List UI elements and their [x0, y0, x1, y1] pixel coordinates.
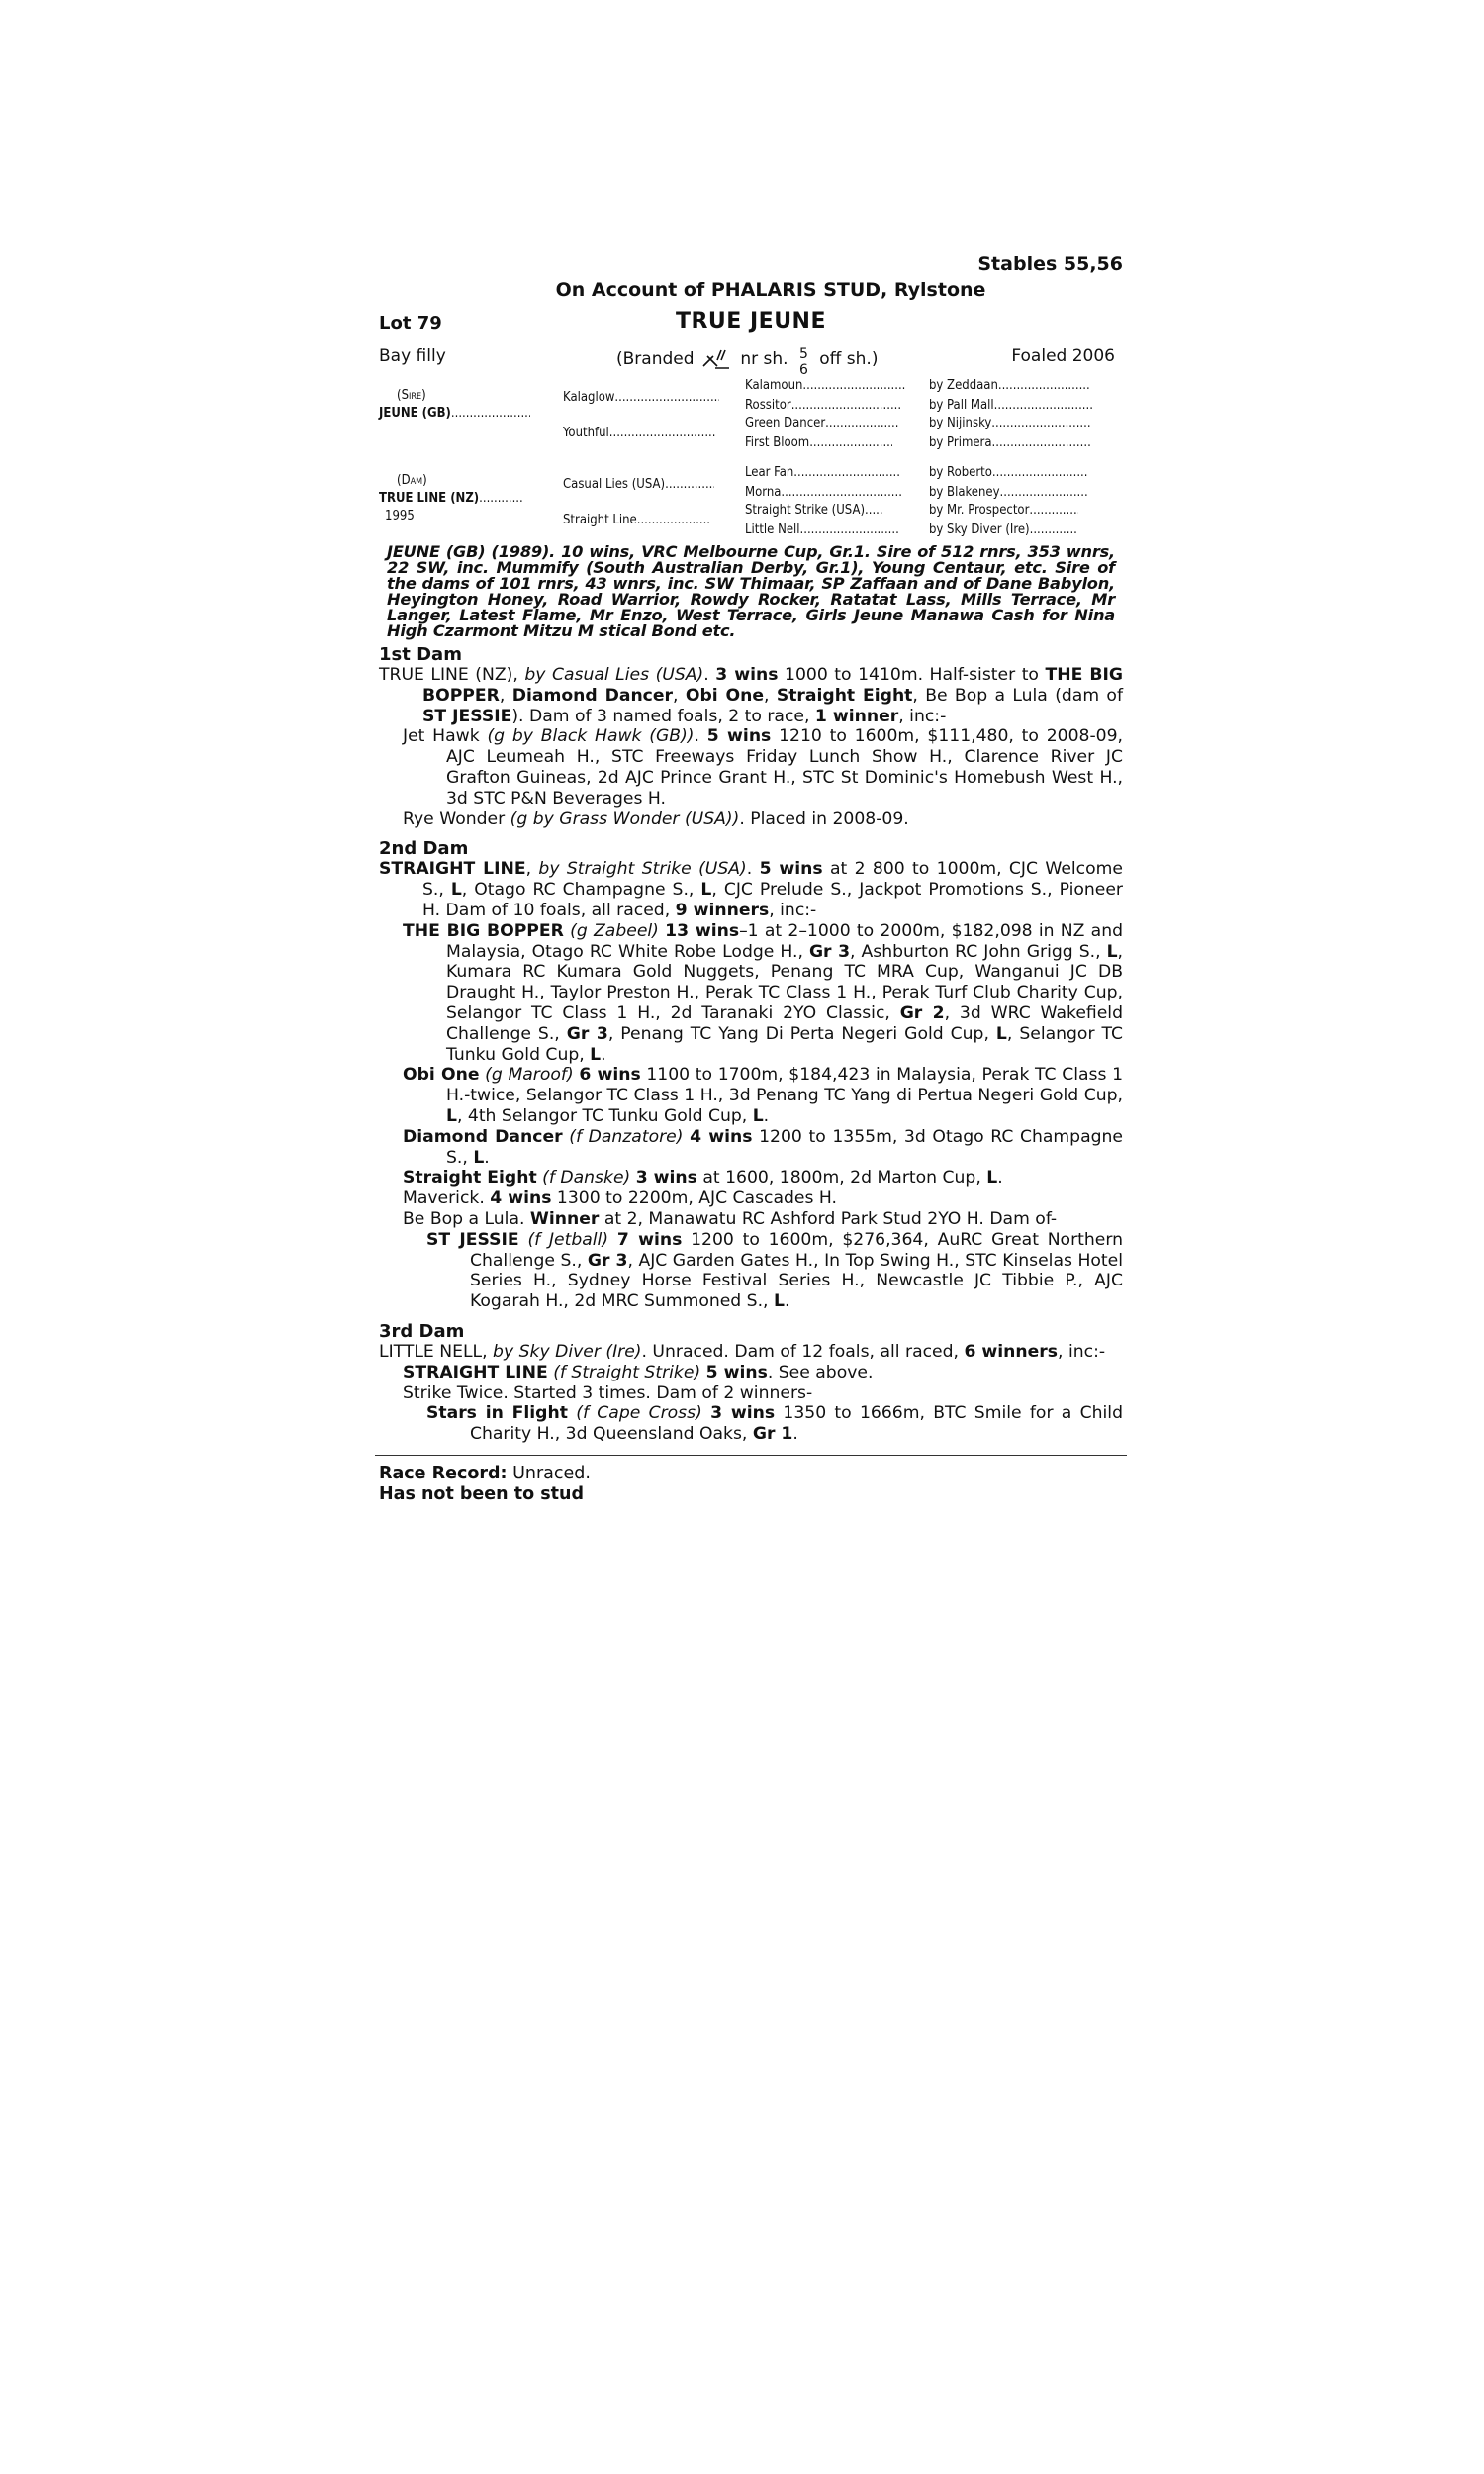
ped-g3-8: by Sky Diver (Ire).....: [929, 523, 1077, 537]
ped-g3-7: by Mr. Prospector.....: [929, 503, 1078, 518]
race-record: Race Record: Unraced.: [379, 1463, 591, 1483]
ped-g3-5: by Roberto.....: [929, 465, 1087, 480]
dam-year: 1995: [385, 509, 415, 523]
ped-g3-6: by Blakeney.....: [929, 485, 1087, 500]
progeny-rye-wonder: Rye Wonder (g by Grass Wonder (USA)). Placed in 2008-09.: [403, 809, 909, 829]
ped-g2-5: Lear Fan.....: [745, 465, 900, 480]
ped-g2-4: First Bloom.....: [745, 435, 892, 450]
ped-g1-3: Casual Lies (USA).....: [563, 477, 714, 492]
progeny-jet-hawk: Jet Hawk (g by Black Hawk (GB)). 5 wins 1210 to 1600m, $111,480, to 2008-09, AJC Leumeah H., STC Freeways Friday Lunch Show H., Clarence River JC Grafton Guineas, 2d AJC Prince Grant H., STC St Dominic's Homebush West H., 3d STC P&N Beverages H.: [403, 726, 1123, 809]
ped-g3-2: by Pall Mall.....: [929, 398, 1093, 413]
first-dam-heading: 1st Dam: [379, 644, 462, 665]
pedigree-table: [379, 376, 1123, 537]
divider: [375, 1455, 1127, 1456]
progeny-be-bop-a-lula: Be Bop a Lula. Winner at 2, Manawatu RC Ashford Park Stud 2YO H. Dam of-: [403, 1208, 1058, 1229]
dam-name: TRUE LINE (NZ).....: [379, 491, 522, 506]
sex-colour: Bay filly: [379, 346, 446, 366]
ped-g2-8: Little Nell.....: [745, 523, 899, 537]
progeny-maverick: Maverick. 4 wins 1300 to 2200m, AJC Cascades H.: [403, 1189, 838, 1209]
ped-g1-4: Straight Line.....: [563, 513, 710, 527]
brand-near-side: nr sh.: [740, 349, 788, 369]
brand-prefix: (Branded: [616, 349, 695, 369]
brand-number-top: 5: [798, 346, 808, 362]
horse-name: TRUE JEUNE: [675, 309, 827, 333]
ped-g3-4: by Primera.....: [929, 435, 1091, 450]
second-dam-heading: 2nd Dam: [379, 838, 469, 860]
sire-name: JEUNE (GB).....: [379, 406, 530, 421]
progeny-strike-twice: Strike Twice. Started 3 times. Dam of 2 winners-: [403, 1382, 813, 1403]
ped-g2-3: Green Dancer.....: [745, 416, 898, 430]
lot-row: [379, 309, 1123, 338]
progeny-stars-in-flight: Stars in Flight (f Cape Cross) 3 wins 1350 to 1666m, BTC Smile for a Child Charity H., 3d Queensland Oaks, Gr 1.: [426, 1403, 1123, 1445]
stables-number: Stables 55,56: [977, 253, 1123, 275]
ped-g1-2: Youthful.....: [563, 426, 716, 440]
vendor-line: On Account of PHALARIS STUD, Rylstone: [555, 279, 986, 301]
stud-status: Has not been to stud: [379, 1483, 584, 1504]
ped-g2-6: Morna.....: [745, 485, 903, 500]
progeny-straight-eight: Straight Eight (f Danske) 3 wins at 1600, 1800m, 2d Marton Cup, L.: [403, 1168, 1003, 1189]
brand-off-side: off sh.): [819, 349, 879, 369]
ped-g1-1: Kalaglow.....: [563, 390, 719, 405]
brand-number: [799, 346, 808, 378]
ped-g2-2: Rossitor.....: [745, 398, 902, 413]
ped-g2-1: Kalamoun.....: [745, 378, 905, 393]
progeny-st-jessie: ST JESSIE (f Jetball) 7 wins 1200 to 1600m, $276,364, AuRC Great Northern Challenge S., Gr 3, AJC Garden Gates H., In Top Swing H., STC Kinselas Hotel Series H., Sydney Horse Festival Series H., Newcastle JC Tibbie P., AJC Kogarah H., 2d MRC Summoned S., L.: [426, 1229, 1123, 1312]
ped-g2-7: Straight Strike (USA).....: [745, 503, 882, 518]
progeny-obi-one: Obi One (g Maroof) 6 wins 1100 to 1700m, $184,423 in Malaysia, Perak TC Class 1 H.-twice, Selangor TC Class 1 H., 3d Penang TC Yang di Pertua Negeri Gold Cup, L, 4th Selangor TC Tunku Gold Cup, L.: [403, 1065, 1124, 1126]
third-dam-entry: LITTLE NELL, by Sky Diver (Ire). Unraced. Dam of 12 foals, all raced, 6 winners, inc:-: [379, 1341, 1106, 1362]
description-row: [379, 338, 1123, 376]
progeny-straight-line: STRAIGHT LINE (f Straight Strike) 5 wins. See above.: [403, 1362, 874, 1382]
first-dam-entry: TRUE LINE (NZ), by Casual Lies (USA). 3 wins 1000 to 1410m. Half-sister to THE BIG BOPPER, Diamond Dancer, Obi One, Straight Eight, Be Bop a Lula (dam of ST JESSIE). Dam of 3 named foals, 2 to race, 1 winner, inc:-: [379, 665, 1123, 726]
brand-mark-icon: [699, 346, 735, 370]
catalogue-page: [379, 253, 1123, 1505]
third-dam-heading: 3rd Dam: [379, 1320, 465, 1342]
foaled-year: Foaled 2006: [1011, 346, 1115, 366]
progeny-diamond-dancer: Diamond Dancer (f Danzatore) 4 wins 1200 to 1355m, 3d Otago RC Champagne S., L.: [403, 1126, 1123, 1168]
brand-info: [616, 346, 878, 378]
second-dam-entry: STRAIGHT LINE, by Straight Strike (USA). 5 wins at 2 800 to 1000m, CJC Welcome S., L, Otago RC Champagne S., L, CJC Prelude S., Jackpot Promotions S., Pioneer H. Dam of 10 foals, all raced, 9 winners, inc:-: [379, 859, 1123, 920]
lot-number: Lot 79: [379, 313, 442, 333]
ped-g3-3: by Nijinsky.....: [929, 416, 1090, 430]
sire-summary: JEUNE (GB) (1989). 10 wins, VRC Melbourne Cup, Gr.1. Sire of 512 rnrs, 353 wnrs, 22 SW, inc. Mummify (South Australian Derby, Gr.1), Young Centaur, etc. Sire of the dams of 101 rnrs, 43 wnrs, inc. SW Thimaar, SP Zaffaan and of Dane Babylon, Heyington Honey, Road Warrior, Rowdy Rocker, Ratatat Lass, Mills Terrace, Mr Langer, Latest Flame, Mr Enzo, West Terrace, Girls Jeune Manawa Cash for Nina High Czarmont Mitzu M stical Bond etc.: [387, 542, 1115, 640]
sire-label: (Sire): [397, 388, 426, 403]
progeny-the-big-bopper: THE BIG BOPPER (g Zabeel) 13 wins–1 at 2–1000 to 2000m, $182,098 in NZ and Malaysia, Otago RC White Robe Lodge H., Gr 3, Ashburton RC John Grigg S., L, Kumara RC Kumara Gold Nuggets, Penang TC MRA Cup, Wanganui JC DB Draught H., Taylor Preston H., Perak TC Class 1 H., Perak Turf Club Charity Cup, Selangor TC Class 1 H., 2d Taranaki 2YO Classic, Gr 2, 3d WRC Wakefield Challenge S., Gr 3, Penang TC Yang Di Perta Negeri Gold Cup, L, Selangor TC Tunku Gold Cup, L.: [403, 920, 1124, 1065]
ped-g3-1: by Zeddaan.....: [929, 378, 1091, 393]
dam-label: (Dam): [397, 473, 427, 488]
brand-number-bottom: 6: [798, 362, 808, 378]
